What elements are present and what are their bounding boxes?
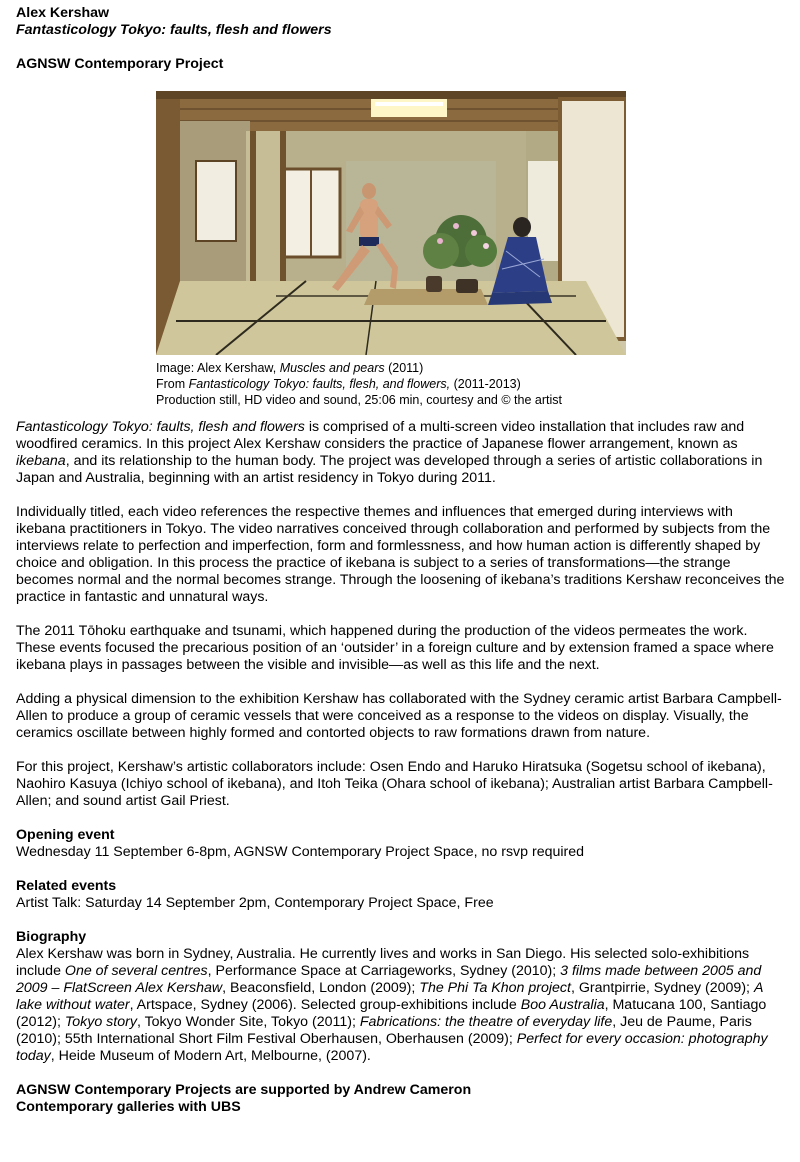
caption-series-title: Fantasticology Tokyo: faults, flesh, and flowers, [188,377,451,391]
opening-event-heading: Opening event [16,827,115,843]
bio-exhibition: Tokyo story [64,1014,137,1030]
bio-exhibition: Fabrications: the theatre of everyday life [359,1014,613,1030]
bio-text: , Tokyo Wonder Site, Tokyo (2011); [136,1014,360,1030]
opening-event-text: Wednesday 11 September 6-8pm, AGNSW Contemporary Project Space, no rsvp required [16,844,585,860]
bio-text: , Matucana 100, Santiago (2012); [16,997,767,1030]
caption-text: (2011-2013) [450,377,521,391]
artist-name: Alex Kershaw [16,5,110,21]
bio-text: , Grantpirrie, Sydney (2009); [570,980,754,996]
paragraph-1 [16,419,786,487]
exhibition-photo [156,91,626,355]
document-page [16,5,786,1115]
article-body [16,419,786,1116]
caption-text: From [156,377,189,391]
related-events-text: Artist Talk: Saturday 14 September 2pm, Contemporary Project Space, Free [16,895,494,911]
sponsor-line-2: Contemporary galleries with UBS [16,1099,241,1115]
bio-text: , Artspace, Sydney (2006). Selected group-exhibitions include [129,997,521,1013]
paragraph-5: For this project, Kershaw’s artistic collaborators include: Osen Endo and Haruko Hiratsuka (Sogetsu school of ikebana), Naohiro Kasuya (Ichiyo school of ikebana), and Itoh Teika (Ohara school of ikebana); Australian artist Barbara Campbell-Allen; and sound artist Gail Priest. [16,759,773,809]
caption-line-2 [156,376,626,392]
bio-exhibition: A lake without water [16,980,763,1013]
sponsor-line-1: AGNSW Contemporary Projects are supported by Andrew Cameron [16,1082,472,1098]
paragraph-3: The 2011 Tōhoku earthquake and tsunami, which happened during the production of the videos permeates the work. These events focused the precarious position of an ‘outsider’ in a foreign culture and by extension framed a space where ikebana plays in passages between the visible and invisible—as well as this life and the next. [16,623,774,673]
bio-text: , Heide Museum of Modern Art, Melbourne, (2007). [50,1048,371,1064]
exhibition-title: Fantasticology Tokyo: faults, flesh and flowers [16,22,332,38]
bio-text: , Beaconsfield, London (2009); [222,980,420,996]
caption-line-1 [156,360,626,376]
bio-exhibition: Boo Australia [520,997,605,1013]
caption-text: (2011) [384,361,424,375]
bio-exhibition: Perfect for every occasion: photography today [16,1031,768,1064]
caption-text: Image: Alex Kershaw, [156,361,280,375]
work-title: Fantasticology Tokyo: faults, flesh and flowers [16,419,305,435]
caption-work-title: Muscles and pears [279,361,385,375]
paragraph-text: , and its relationship to the human body. The project was developed through a series of artistic collaborations in Japan and Australia, beginning with an artist residency in Tokyo during 2011. [16,453,763,486]
paragraph-text: is comprised of a multi-screen video installation that includes raw and woodfired ceramics. In this project Alex Kershaw considers the practice of Japanese flower arrangement, known as [16,419,745,452]
biography-text [16,946,786,1065]
bio-exhibition: One of several centres [64,963,208,979]
paragraph-2: Individually titled, each video references the respective themes and influences that emerged during interviews with ikebana practitioners in Tokyo. The video narratives conceived through collaboration and performed by subjects from the interviews relate to perfection and imperfection, form and formlessness, and how human action is differently shaped by choice and obligation. In this process the practice of ikebana is subject to a series of transformations—the strange becomes normal and the normal becomes strange. Through the loosening of ikebana’s traditions Kershaw reconceives the practice in fantastic and unnatural ways. [16,504,785,605]
photo-caption [156,360,626,408]
bio-exhibition: 3 films made between 2005 and 2009 – FlatScreen Alex Kershaw [16,963,762,996]
bio-text: , Performance Space at Carriageworks, Sydney (2010); [207,963,561,979]
bio-text: , Jeu de Paume, Paris (2010); 55th International Short Film Festival Oberhausen, Oberhausen (2009); [16,1014,752,1047]
biography-heading: Biography [16,929,87,945]
paragraph-4: Adding a physical dimension to the exhibition Kershaw has collaborated with the Sydney ceramic artist Barbara Campbell-Allen to produce a group of ceramic vessels that were conceived as a response to the videos on display. Visually, the ceramics oscillate between highly formed and contorted objects to raw formations drawn from nature. [16,691,782,741]
bio-text: Alex Kershaw was born in Sydney, Australia. He currently lives and works in San Diego. His selected solo-exhibitions include [16,946,750,979]
caption-line-3: Production still, HD video and sound, 25:06 min, courtesy and © the artist [156,393,562,407]
bio-exhibition: The Phi Ta Khon project [419,980,571,996]
related-events-heading: Related events [16,878,117,894]
ikebana-term: ikebana [16,453,66,469]
project-label: AGNSW Contemporary Project [16,56,224,72]
